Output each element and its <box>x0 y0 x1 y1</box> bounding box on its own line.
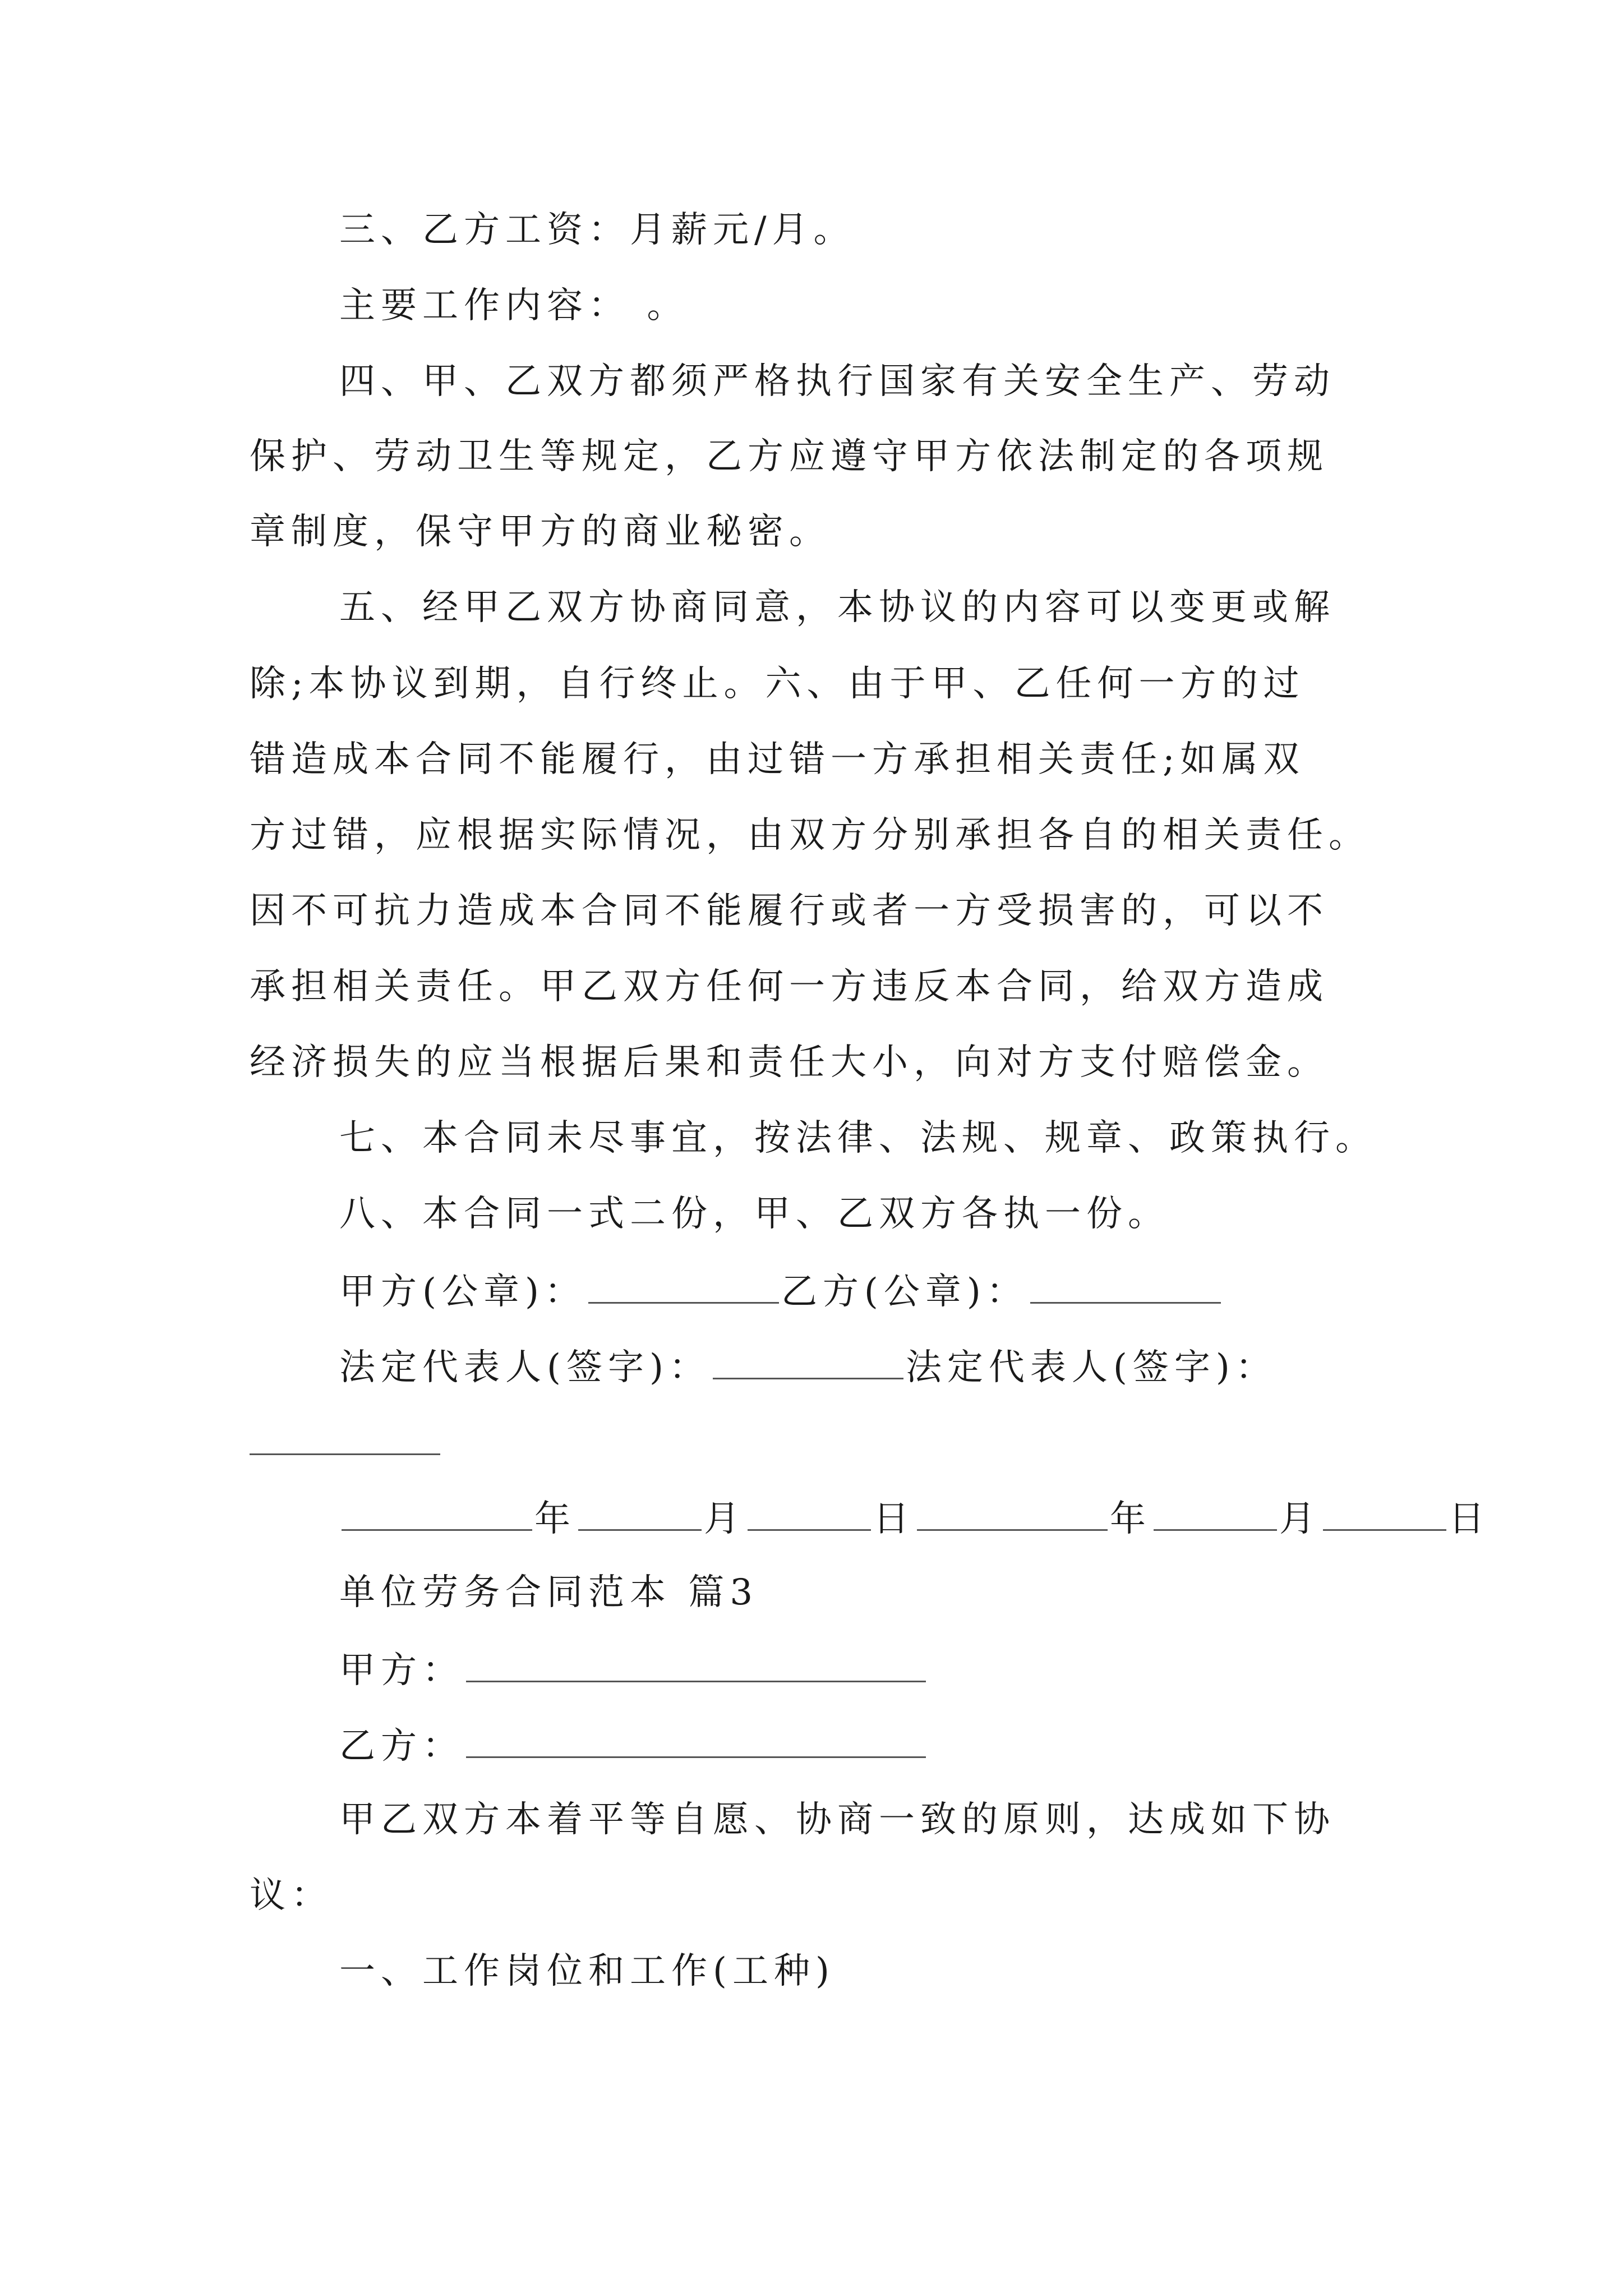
representative-line <box>339 1344 1483 1389</box>
date-b-day-blank[interactable] <box>1323 1496 1446 1531</box>
clause-6-line-1: 错造成本合同不能履行，由过错一方承担相关责任;如属双 <box>250 739 1305 780</box>
party-a-seal-label: 甲方(公章)： <box>339 1271 586 1313</box>
section-3-item-1: 一、工作岗位和工作(工种) <box>339 1950 835 1992</box>
clause-6-line-5: 经济损失的应当根据后果和责任大小，向对方支付赔偿金。 <box>250 1042 1329 1083</box>
party-b-rep-blank-line <box>250 1420 1394 1465</box>
party-b-seal-label: 乙方(公章)： <box>781 1271 1028 1313</box>
date-a-day-label: 日 <box>873 1498 915 1540</box>
clause-6-line-3: 因不可抗力造成本合同不能履行或者一方受损害的，可以不 <box>250 890 1329 932</box>
clause-7: 七、本合同未尽事宜，按法律、法规、规章、政策执行。 <box>339 1117 1377 1159</box>
date-b-month-label: 月 <box>1279 1498 1321 1540</box>
clause-6-line-2: 方过错，应根据实际情况，由双方分别承担各自的相关责任。 <box>250 815 1370 856</box>
clause-4-line-1: 四、甲、乙双方都须严格执行国家有关安全生产、劳动 <box>339 361 1335 402</box>
party-a-rep-blank[interactable] <box>713 1344 903 1379</box>
date-a-year-label: 年 <box>534 1498 576 1540</box>
date-a-month-label: 月 <box>704 1498 745 1540</box>
clause-5-line-2: 除;本协议到期，自行终止。六、由于甲、乙任何一方的过 <box>250 663 1305 705</box>
section-3-party-a-label: 甲方： <box>339 1650 464 1691</box>
party-b-seal-blank[interactable] <box>1030 1268 1221 1304</box>
section-3-party-a-blank[interactable] <box>466 1647 926 1682</box>
clause-4-line-3: 章制度，保守甲方的商业秘密。 <box>250 511 831 553</box>
date-a-day-blank[interactable] <box>748 1496 871 1531</box>
clause-4-line-2: 保护、劳动卫生等规定，乙方应遵守甲方依法制定的各项规 <box>250 436 1329 477</box>
clause-3-salary: 三、乙方工资：月薪元/月。 <box>339 209 855 251</box>
section-3-party-b-label: 乙方： <box>339 1726 464 1767</box>
clause-6-line-4: 承担相关责任。甲乙双方任何一方违反本合同，给双方造成 <box>250 966 1329 1007</box>
section-3-party-b-line <box>339 1723 1483 1768</box>
clause-5-line-1: 五、经甲乙双方协商同意，本协议的内容可以变更或解 <box>339 587 1335 628</box>
section-3-intro-line-1: 甲乙双方本着平等自愿、协商一致的原则，达成如下协 <box>339 1799 1335 1841</box>
date-a-year-blank[interactable] <box>342 1496 532 1531</box>
party-b-rep-blank[interactable] <box>250 1420 440 1455</box>
party-b-rep-label: 法定代表人(签字)： <box>905 1347 1277 1388</box>
clause-8: 八、本合同一式二份，甲、乙双方各执一份。 <box>339 1193 1169 1235</box>
main-work-content: 主要工作内容： 。 <box>339 285 689 326</box>
party-a-seal-blank[interactable] <box>588 1268 779 1304</box>
section-3-heading: 单位劳务合同范本 篇3 <box>339 1572 759 1613</box>
date-a-month-blank[interactable] <box>578 1496 702 1531</box>
date-b-year-label: 年 <box>1110 1498 1151 1540</box>
seal-line <box>339 1268 1483 1313</box>
section-3-intro-line-2: 议： <box>250 1875 333 1916</box>
section-3-party-b-blank[interactable] <box>466 1723 926 1758</box>
section-3-party-a-line <box>339 1647 1483 1692</box>
date-b-month-blank[interactable] <box>1154 1496 1277 1531</box>
date-line <box>339 1496 1490 1540</box>
date-b-day-label: 日 <box>1449 1498 1490 1540</box>
party-a-rep-label: 法定代表人(签字)： <box>339 1347 711 1388</box>
date-b-year-blank[interactable] <box>917 1496 1108 1531</box>
